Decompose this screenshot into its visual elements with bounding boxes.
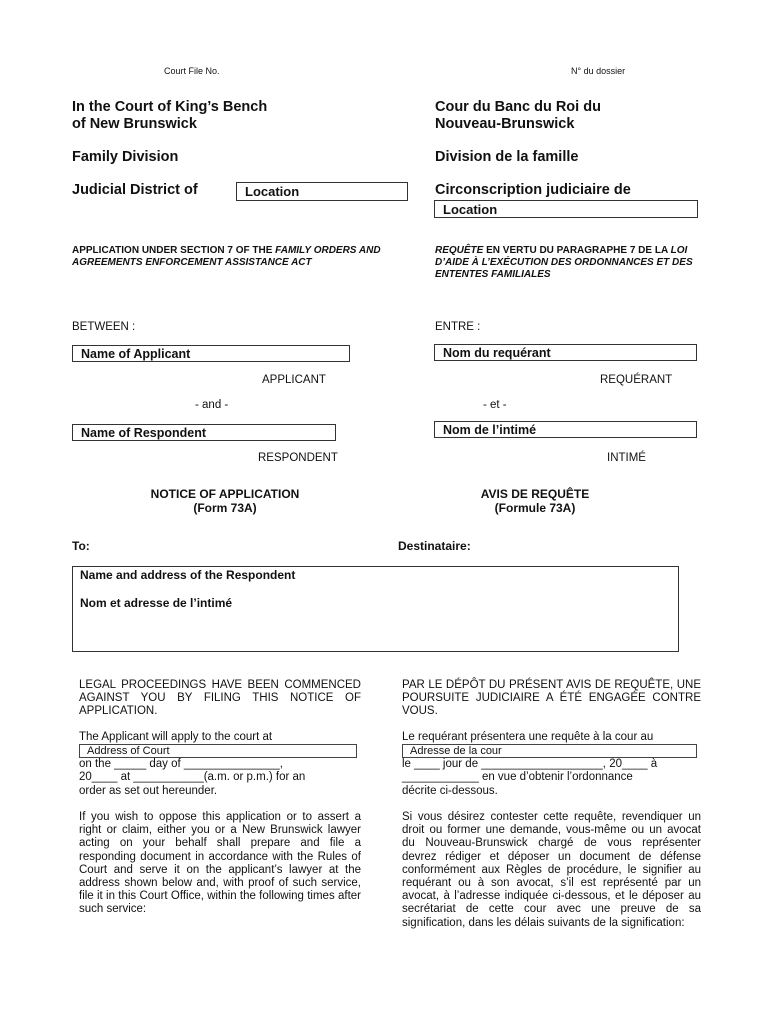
division-en: Family Division — [72, 149, 179, 165]
oppose-text-en: If you wish to oppose this application or to assert a right or claim, either you or a New Brunswick lawyer acting on your behalf shall prepare and file a responding document in accordance with the Rules of Court and serve it on the applicant’s lawyer at the address shown below and, with proof of such service, file it in this Court Office, within the following times after such service: — [79, 811, 361, 916]
proceedings-text-en: LEGAL PROCEEDINGS HAVE BEEN COMMENCED AGAINST YOU BY FILING THIS NOTICE OF APPLICATION. — [79, 679, 361, 718]
respondent-name-field[interactable]: Name of Respondent — [72, 424, 336, 441]
court-name-fr: Cour du Banc du Roi du Nouveau-Brunswick — [435, 99, 601, 132]
applicant-name-field[interactable]: Name of Applicant — [72, 345, 350, 362]
judicial-district-label: Judicial District of — [72, 182, 198, 198]
between-label: BETWEEN : — [72, 321, 136, 333]
respondent-address-label-en: Name and address of the Respondent — [80, 568, 296, 582]
intime-label: INTIMÉ — [607, 452, 646, 464]
respondent-label: RESPONDENT — [258, 452, 338, 464]
circonscription-label: Circonscription judiciaire de — [435, 182, 631, 198]
requerant-label: REQUÉRANT — [600, 374, 673, 386]
respondent-address-label-fr: Nom et adresse de l’intimé — [80, 596, 233, 610]
requerant-name-field[interactable]: Nom du requérant — [434, 344, 697, 361]
adresse-cour-field[interactable]: Adresse de la cour — [402, 744, 697, 758]
entre-label: ENTRE : — [435, 321, 481, 333]
judicial-district-field[interactable]: Location — [236, 182, 408, 201]
oppose-text-fr: Si vous désirez contester cette requête, revendiquer un droit ou former une demande, vous-même ou un avocat du Nouveau-Brunswick chargé de vous représenter devrez rédiger et déposer un document de défense conformément aux Règles de procédure, le signifier au requérant ou à son avocat, s’il est représenté par un avocat, à l’adresse indiquée ci-dessous, et le déposer au secrétariat de cette cour avec une preuve de sa signification, dans les délais suivants de la signification: — [402, 811, 701, 929]
apply-text-fr: Le requérant présentera une requête à la cour au Adresse de la cour le ____ jour de ___________________, 20____ à ____________ en vue d’obtenir l’ordonnance décrite ci-dessous. — [402, 731, 701, 798]
act-title-en: APPLICATION UNDER SECTION 7 OF THE FAMILY ORDERS AND AGREEMENTS ENFORCEMENT ASSISTANCE ACT — [72, 245, 381, 268]
division-fr: Division de la famille — [435, 149, 579, 165]
notice-title-en: NOTICE OF APPLICATION (Form 73A) — [150, 487, 300, 515]
respondent-address-box[interactable] — [72, 566, 679, 652]
intime-name-field[interactable]: Nom de l’intimé — [434, 421, 697, 438]
proceedings-text-fr: PAR LE DÉPÔT DU PRÉSENT AVIS DE REQUÊTE, UNE POURSUITE JUDICIAIRE A ÉTÉ ENGAGÉE CONTRE VOUS. — [402, 679, 701, 718]
act-title-fr: REQUÊTE EN VERTU DU PARAGRAPHE 7 DE LA LOI D’AIDE À L’EXÉCUTION DES ORDONNANCES ET DES ENTENTES FAMILIALES — [435, 245, 693, 280]
applicant-label: APPLICANT — [262, 374, 326, 386]
court-name-en: In the Court of King’s Bench of New Brunswick — [72, 99, 268, 132]
notice-title-fr: AVIS DE REQUÊTE (Formule 73A) — [480, 487, 590, 515]
to-label: To: — [72, 539, 90, 553]
apply-text-en: The Applicant will apply to the court at Address of Court on the _____ day of _______________, 20____ at ___________(a.m. or p.m.) for an order as set out hereunder. — [79, 731, 361, 798]
dossier-no-label: N° du dossier — [571, 66, 626, 76]
court-file-no-label: Court File No. — [164, 66, 220, 76]
destinataire-label: Destinataire: — [398, 539, 471, 553]
and-label: - and - — [195, 399, 229, 411]
court-address-field[interactable]: Address of Court — [79, 744, 357, 758]
circonscription-field[interactable]: Location — [434, 200, 698, 218]
et-label: - et - — [483, 399, 507, 411]
